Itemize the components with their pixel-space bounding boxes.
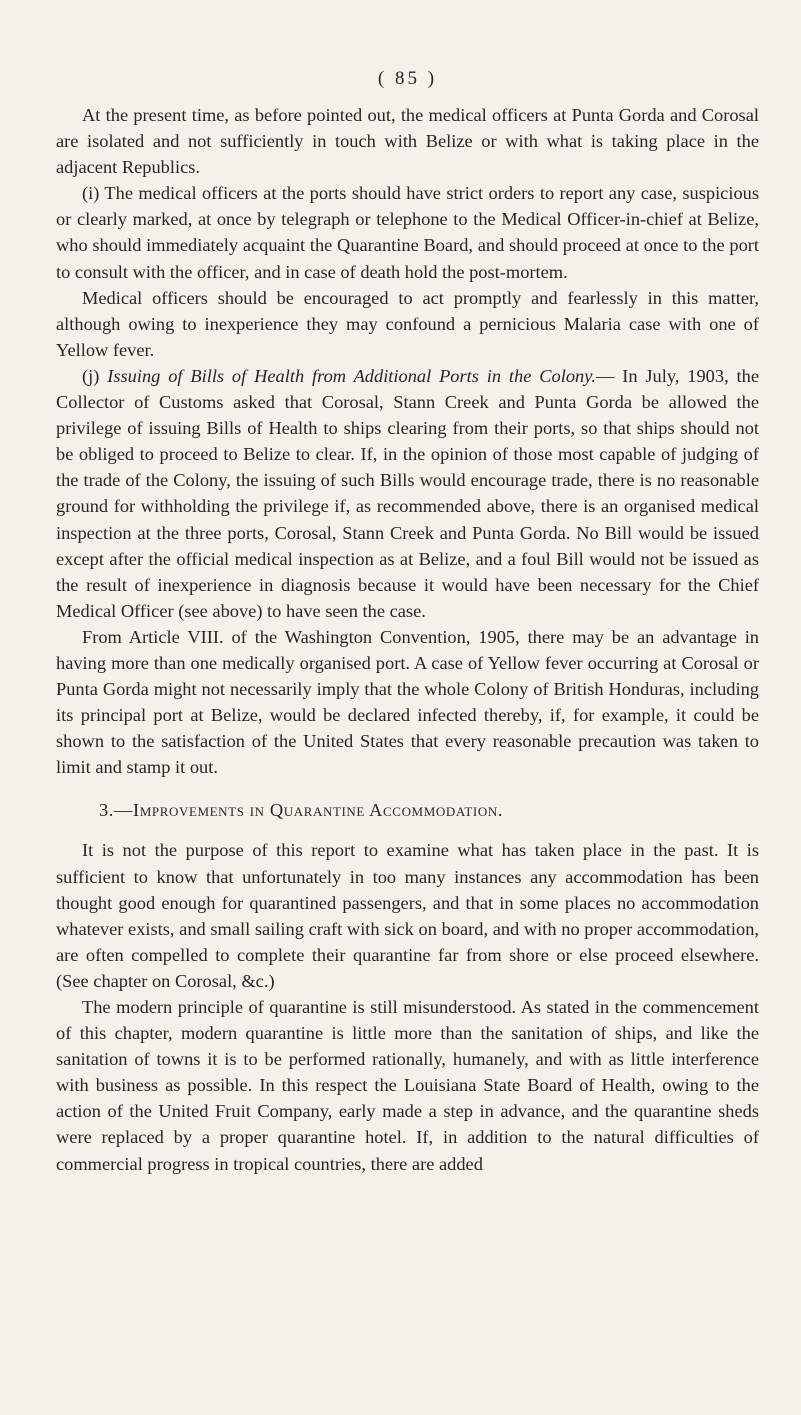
paragraph-isolation: At the present time, as before pointed out, the medical officers at Punta Gorda and Corosal are isolated and not sufficiently in touch with Belize or with what is taking place in the adjacent Republics. xyxy=(56,105,759,178)
paragraph-label: (j) xyxy=(82,365,100,386)
section-heading: 3.—Improvements in Quarantine Accommodation. xyxy=(99,800,504,821)
paragraph-encouragement: Medical officers should be encouraged to act promptly and fearlessly in this matter, although owing to inexperience they may confound a pernicious Malaria case with one of Yellow fever. xyxy=(56,287,759,360)
paragraph-body: — In July, 1903, the Collector of Customs asked that Corosal, Stann Creek and Punta Gorda be allowed the privilege of issuing Bills of Health to ships clearing from their ports, so that ships should not be obliged to proceed to Belize to clear. If, in the opinion of those most capable of judging of the trade of the Colony, the issuing of such Bills would encourage trade, there is no reasonable ground for withholding the privilege if, as recommended above, there is an organised medical inspection at the three ports, Corosal, Stann Creek and Punta Gorda. No Bill would be issued except after the official medical inspection as at Belize, and a foul Bill would not be issued as the result of inexperience in diagnosis because it would have been necessary for the Chief Medical Officer (see above) to have seen the case. xyxy=(56,365,759,621)
page-number: ( 85 ) xyxy=(377,68,438,89)
paragraph-modern-principle: The modern principle of quarantine is still misunderstood. As stated in the commencement of this chapter, modern quarantine is little more than the sanitation of ships, and like the sanitation of towns it is to be performed rationally, humanely, and with as little interference with business as possible. In this respect the Louisiana State Board of Health, owing to the action of the United Fruit Company, early made a step in advance, and the quarantine sheds were replaced by a proper quarantine hotel. If, in addition to the natural difficulties of commercial progress in tropical countries, there are added xyxy=(56,997,759,1174)
paragraph-purpose: It is not the purpose of this report to examine what has taken place in the past. It is sufficient to know that unfortunately in too many instances any accommodation has been thought good enough for quarantined passengers, and that in some places no accommodation whatever exists, and small sailing craft with sick on board, and with no proper accommodation, are often compelled to complete their quarantine far from shore or else proceed elsewhere. (See chapter on Corosal, &c.) xyxy=(56,840,759,991)
document-page xyxy=(56,66,759,1177)
paragraph-bills-of-health xyxy=(56,363,759,624)
subsection-heading: Issuing of Bills of Health from Additional Ports in the Colony. xyxy=(107,365,596,386)
paragraph-reporting-orders: (i) The medical officers at the ports should have strict orders to report any case, suspicious or clearly marked, at once by telegraph or telephone to the Medical Officer-in-chief at Belize, who should immediately acquaint the Quarantine Board, and should proceed at once to the port to consult with the officer, and in case of death hold the post-mortem. xyxy=(56,183,759,282)
paragraph-washington-convention: From Article VIII. of the Washington Convention, 1905, there may be an advantage in having more than one medically organised port. A case of Yellow fever occurring at Corosal or Punta Gorda might not necessarily imply that the whole Colony of British Honduras, including its principal port at Belize, would be declared infected thereby, if, for example, it could be shown to the satisfaction of the United States that every reasonable precaution was taken to limit and stamp it out. xyxy=(56,626,759,778)
